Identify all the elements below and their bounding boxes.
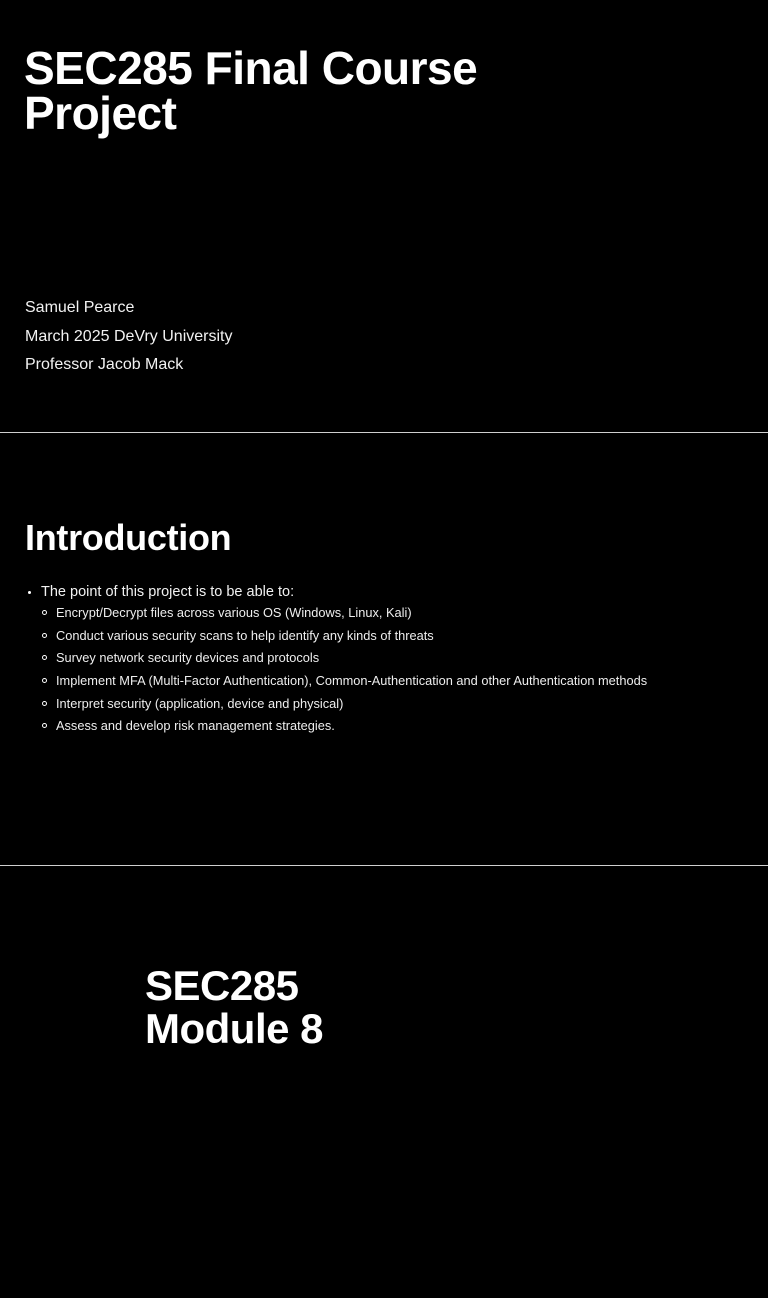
slide-heading: Introduction [25,517,232,558]
bullet-text: The point of this project is to be able to: [41,584,295,600]
author-name: Samuel Pearce [25,299,135,316]
sub-bullet-list [41,604,655,735]
title-slide [0,0,768,432]
sub-bullet-item: Interpret security (application, device and physical) [41,695,655,713]
date-institution: March 2025 DeVry University [25,327,233,345]
sub-bullet-item: Encrypt/Decrypt files across various OS (Windows, Linux, Kali) [41,604,655,622]
professor-name: Professor Jacob Mack [25,356,184,373]
bullet-item [25,582,655,735]
sub-bullet-item: Assess and develop risk management strategies. [41,717,655,735]
bullet-list [25,582,655,740]
introduction-slide [0,433,768,865]
sub-bullet-item: Implement MFA (Multi-Factor Authentication), Common-Authentication and other Authentication methods [41,672,655,690]
presenter-info [25,294,232,380]
slide-heading: SEC285 Module 8 [145,962,324,1052]
sub-bullet-item: Conduct various security scans to help identify any kinds of threats [41,627,655,645]
sub-bullet-item: Survey network security devices and protocols [41,649,655,667]
slide-title: SEC285 Final Course Project [24,42,478,139]
module-slide [0,866,768,1298]
